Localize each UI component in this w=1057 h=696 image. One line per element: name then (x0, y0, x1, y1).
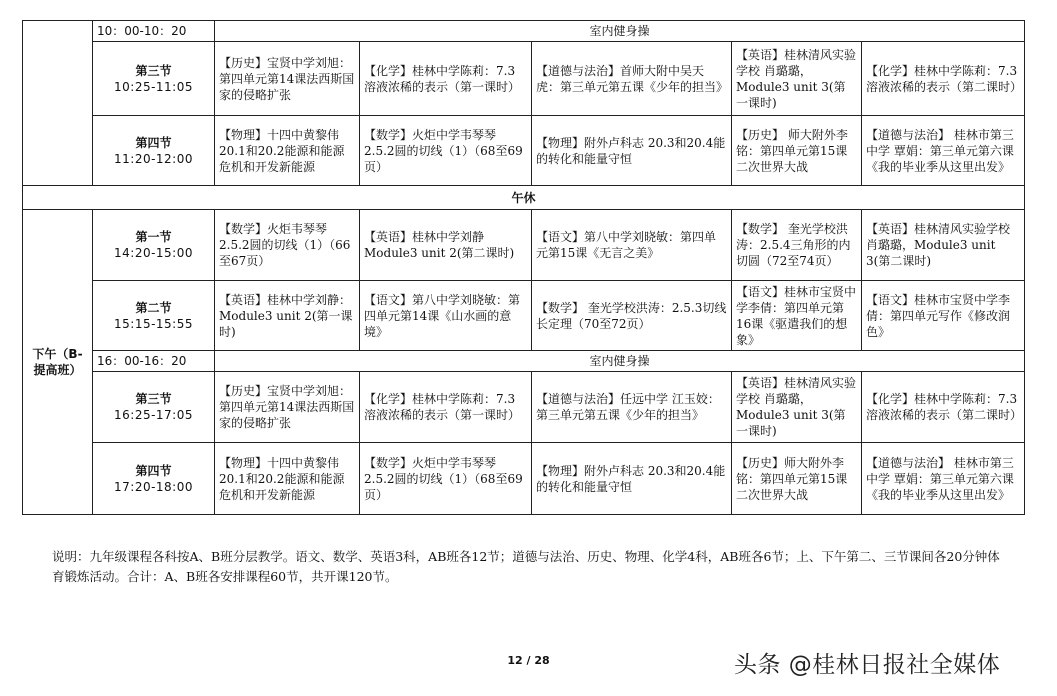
table-row (23, 210, 1025, 281)
period-name: 第三节 (135, 392, 172, 406)
table-row (23, 42, 1025, 116)
course-cell: 【数学】 奎光学校洪涛：2.5.3切线长定理（70至72页） (532, 281, 732, 351)
course-cell: 【物理】十四中黄黎伟 20.1和20.2能源和能源危机和开发新能源 (215, 443, 360, 515)
table-row (23, 281, 1025, 351)
course-cell: 【化学】桂林中学陈莉：7.3溶液浓稀的表示（第二课时） (862, 372, 1025, 443)
course-cell: 【语文】桂林市宝贤中学李倩：第四单元第16课《驱遣我们的想象》 (732, 281, 862, 351)
course-cell: 【历史】 师大附外李铭：第四单元第15课二次世界大战 (732, 116, 862, 186)
period-cell (93, 42, 215, 116)
period-time: 11:20-12:00 (114, 151, 193, 166)
period-name: 第二节 (135, 300, 172, 315)
course-cell: 【历史】宝贤中学刘旭：第四单元第14课法西斯国家的侵略扩张 (215, 42, 360, 116)
course-cell: 【数学】 奎光学校洪涛：2.5.4三角形的内切圆（72至74页） (732, 210, 862, 281)
period-cell (93, 372, 215, 443)
break-activity: 室内健身操 (215, 21, 1025, 42)
course-cell: 【物理】附外卢科志 20.3和20.4能的转化和能量守恒 (532, 116, 732, 186)
course-cell: 【语文】桂林市宝贤中学李倩：第四单元写作《修改润色》 (862, 281, 1025, 351)
period-time: 15:15-15:55 (114, 316, 193, 331)
period-time: 17:20-18:00 (114, 479, 193, 494)
course-cell: 【语文】第八中学刘晓敏：第四单元第14课《山水画的意境》 (360, 281, 532, 351)
explanation-note: 说明：九年级课程各科按A、B班分层教学。语文、数学、英语3科，AB班各12节；道德与法治、历史、物理、化学4科，AB班各6节；上、下午第二、三节课间各20分钟体育锻炼活动。合计：A、B班各安排课程60节，共开课120节。 (52, 549, 1000, 584)
break-time: 16：00-16：20 (93, 351, 215, 372)
course-cell: 【道德与法治】首师大附中吴天虎：第三单元第五课《少年的担当》 (532, 42, 732, 116)
course-cell: 【数学】火炬中学韦琴琴 2.5.2圆的切线（1）（68至69页） (360, 116, 532, 186)
course-cell: 【英语】桂林中学刘静 Module3 unit 2(第二课时) (360, 210, 532, 281)
course-cell: 【英语】桂林清风实验学校 肖璐璐，Module3 unit 3(第二课时) (862, 210, 1025, 281)
course-cell: 【物理】十四中黄黎伟 20.1和20.2能源和能源危机和开发新能源 (215, 116, 360, 186)
noon-break: 午休 (23, 186, 1025, 210)
course-cell: 【数学】火炬韦琴琴 2.5.2圆的切线（1）（66至67页） (215, 210, 360, 281)
table-row (23, 372, 1025, 443)
course-cell: 【历史】师大附外李铭：第四单元第15课二次世界大战 (732, 443, 862, 515)
course-cell: 【历史】宝贤中学刘旭：第四单元第14课法西斯国家的侵略扩张 (215, 372, 360, 443)
period-name: 第一节 (135, 230, 172, 244)
table-row (23, 443, 1025, 515)
table-row (23, 186, 1025, 210)
table-row (23, 351, 1025, 372)
table-row (23, 116, 1025, 186)
course-cell: 【化学】桂林中学陈莉：7.3溶液浓稀的表示（第二课时） (862, 42, 1025, 116)
period-name: 第三节 (135, 63, 172, 78)
period-time: 16:25-17:05 (114, 408, 193, 422)
break-time: 10：00-10：20 (93, 21, 215, 42)
period-cell (93, 443, 215, 515)
course-cell: 【化学】桂林中学陈莉：7.3溶液浓稀的表示（第一课时） (360, 372, 532, 443)
section-cell-morning (23, 21, 93, 186)
schedule-table (22, 20, 1025, 515)
period-name: 第四节 (135, 135, 172, 150)
course-cell: 【物理】附外卢科志 20.3和20.4能的转化和能量守恒 (532, 443, 732, 515)
watermark-text: 头条 @桂林日报社全媒体 (734, 652, 1001, 678)
course-cell: 【道德与法治】 桂林市第三中学 覃娟：第三单元第六课《我的毕业季从这里出发》 (862, 116, 1025, 186)
course-cell: 【英语】桂林清风实验学校 肖璐璐，Module3 unit 3(第一课时) (732, 372, 862, 443)
period-name: 第四节 (135, 463, 172, 478)
period-time: 10:25-11:05 (114, 79, 193, 94)
period-time: 14:20-15:00 (114, 246, 193, 260)
course-cell: 【化学】桂林中学陈莉：7.3溶液浓稀的表示（第一课时） (360, 42, 532, 116)
period-cell (93, 210, 215, 281)
break-activity: 室内健身操 (215, 351, 1025, 372)
course-cell: 【英语】桂林中学刘静：Module3 unit 2(第一课时) (215, 281, 360, 351)
period-cell (93, 281, 215, 351)
course-cell: 【英语】桂林清风实验学校 肖璐璐，Module3 unit 3(第一课时) (732, 42, 862, 116)
course-cell: 【语文】第八中学刘晓敏：第四单元第15课《无言之美》 (532, 210, 732, 281)
page-number: 12 / 28 (507, 654, 550, 667)
table-row (23, 21, 1025, 42)
course-cell: 【数学】火炬中学韦琴琴 2.5.2圆的切线（1）（68至69页） (360, 443, 532, 515)
course-cell: 【道德与法治】 桂林市第三中学 覃娟：第三单元第六课《我的毕业季从这里出发》 (862, 443, 1025, 515)
section-label: 下午（B-提高班） (23, 210, 93, 515)
course-cell: 【道德与法治】任远中学 江玉姣：第三单元第五课《少年的担当》 (532, 372, 732, 443)
period-cell (93, 116, 215, 186)
